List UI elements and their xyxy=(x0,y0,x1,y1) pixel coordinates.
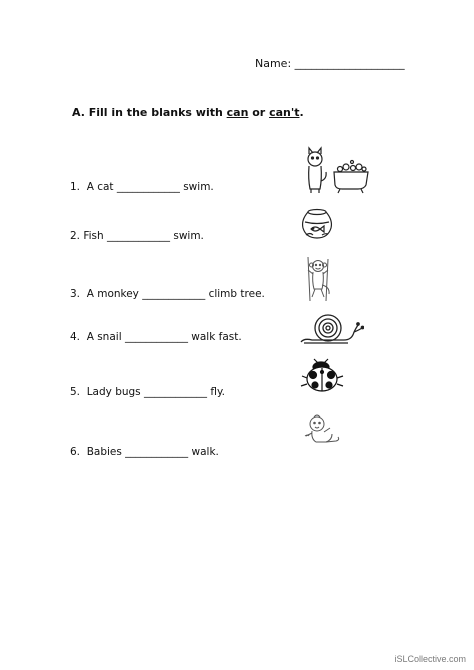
item-3: 3. A monkey ____________ climb tree. xyxy=(70,288,265,300)
cat-and-bathtub-icon xyxy=(300,145,370,195)
name-field xyxy=(255,58,405,69)
instruction-word-can: can xyxy=(226,106,249,119)
item-1: 1. A cat ____________ swim. xyxy=(70,181,214,193)
item-2: 2. Fish ____________ swim. xyxy=(70,230,204,242)
instruction-middle: or xyxy=(248,106,270,119)
fishbowl-icon xyxy=(300,208,334,240)
baby-icon xyxy=(302,412,342,448)
snail-icon xyxy=(298,312,364,346)
name-blank: ____________________ xyxy=(294,57,405,70)
instruction-prefix: A. Fill in the blanks with xyxy=(72,106,227,119)
instruction-word-cant: can't xyxy=(269,106,300,119)
item-4: 4. A snail ____________ walk fast. xyxy=(70,331,242,343)
instruction-suffix: . xyxy=(299,106,304,119)
item-5: 5. Lady bugs ____________ fly. xyxy=(70,386,225,398)
instruction-heading xyxy=(72,107,304,118)
watermark: iSLCollective.com xyxy=(394,654,466,664)
name-label: Name: xyxy=(255,57,292,70)
item-6: 6. Babies ____________ walk. xyxy=(70,446,219,458)
ladybug-icon xyxy=(298,358,348,394)
monkey-icon xyxy=(302,255,334,303)
